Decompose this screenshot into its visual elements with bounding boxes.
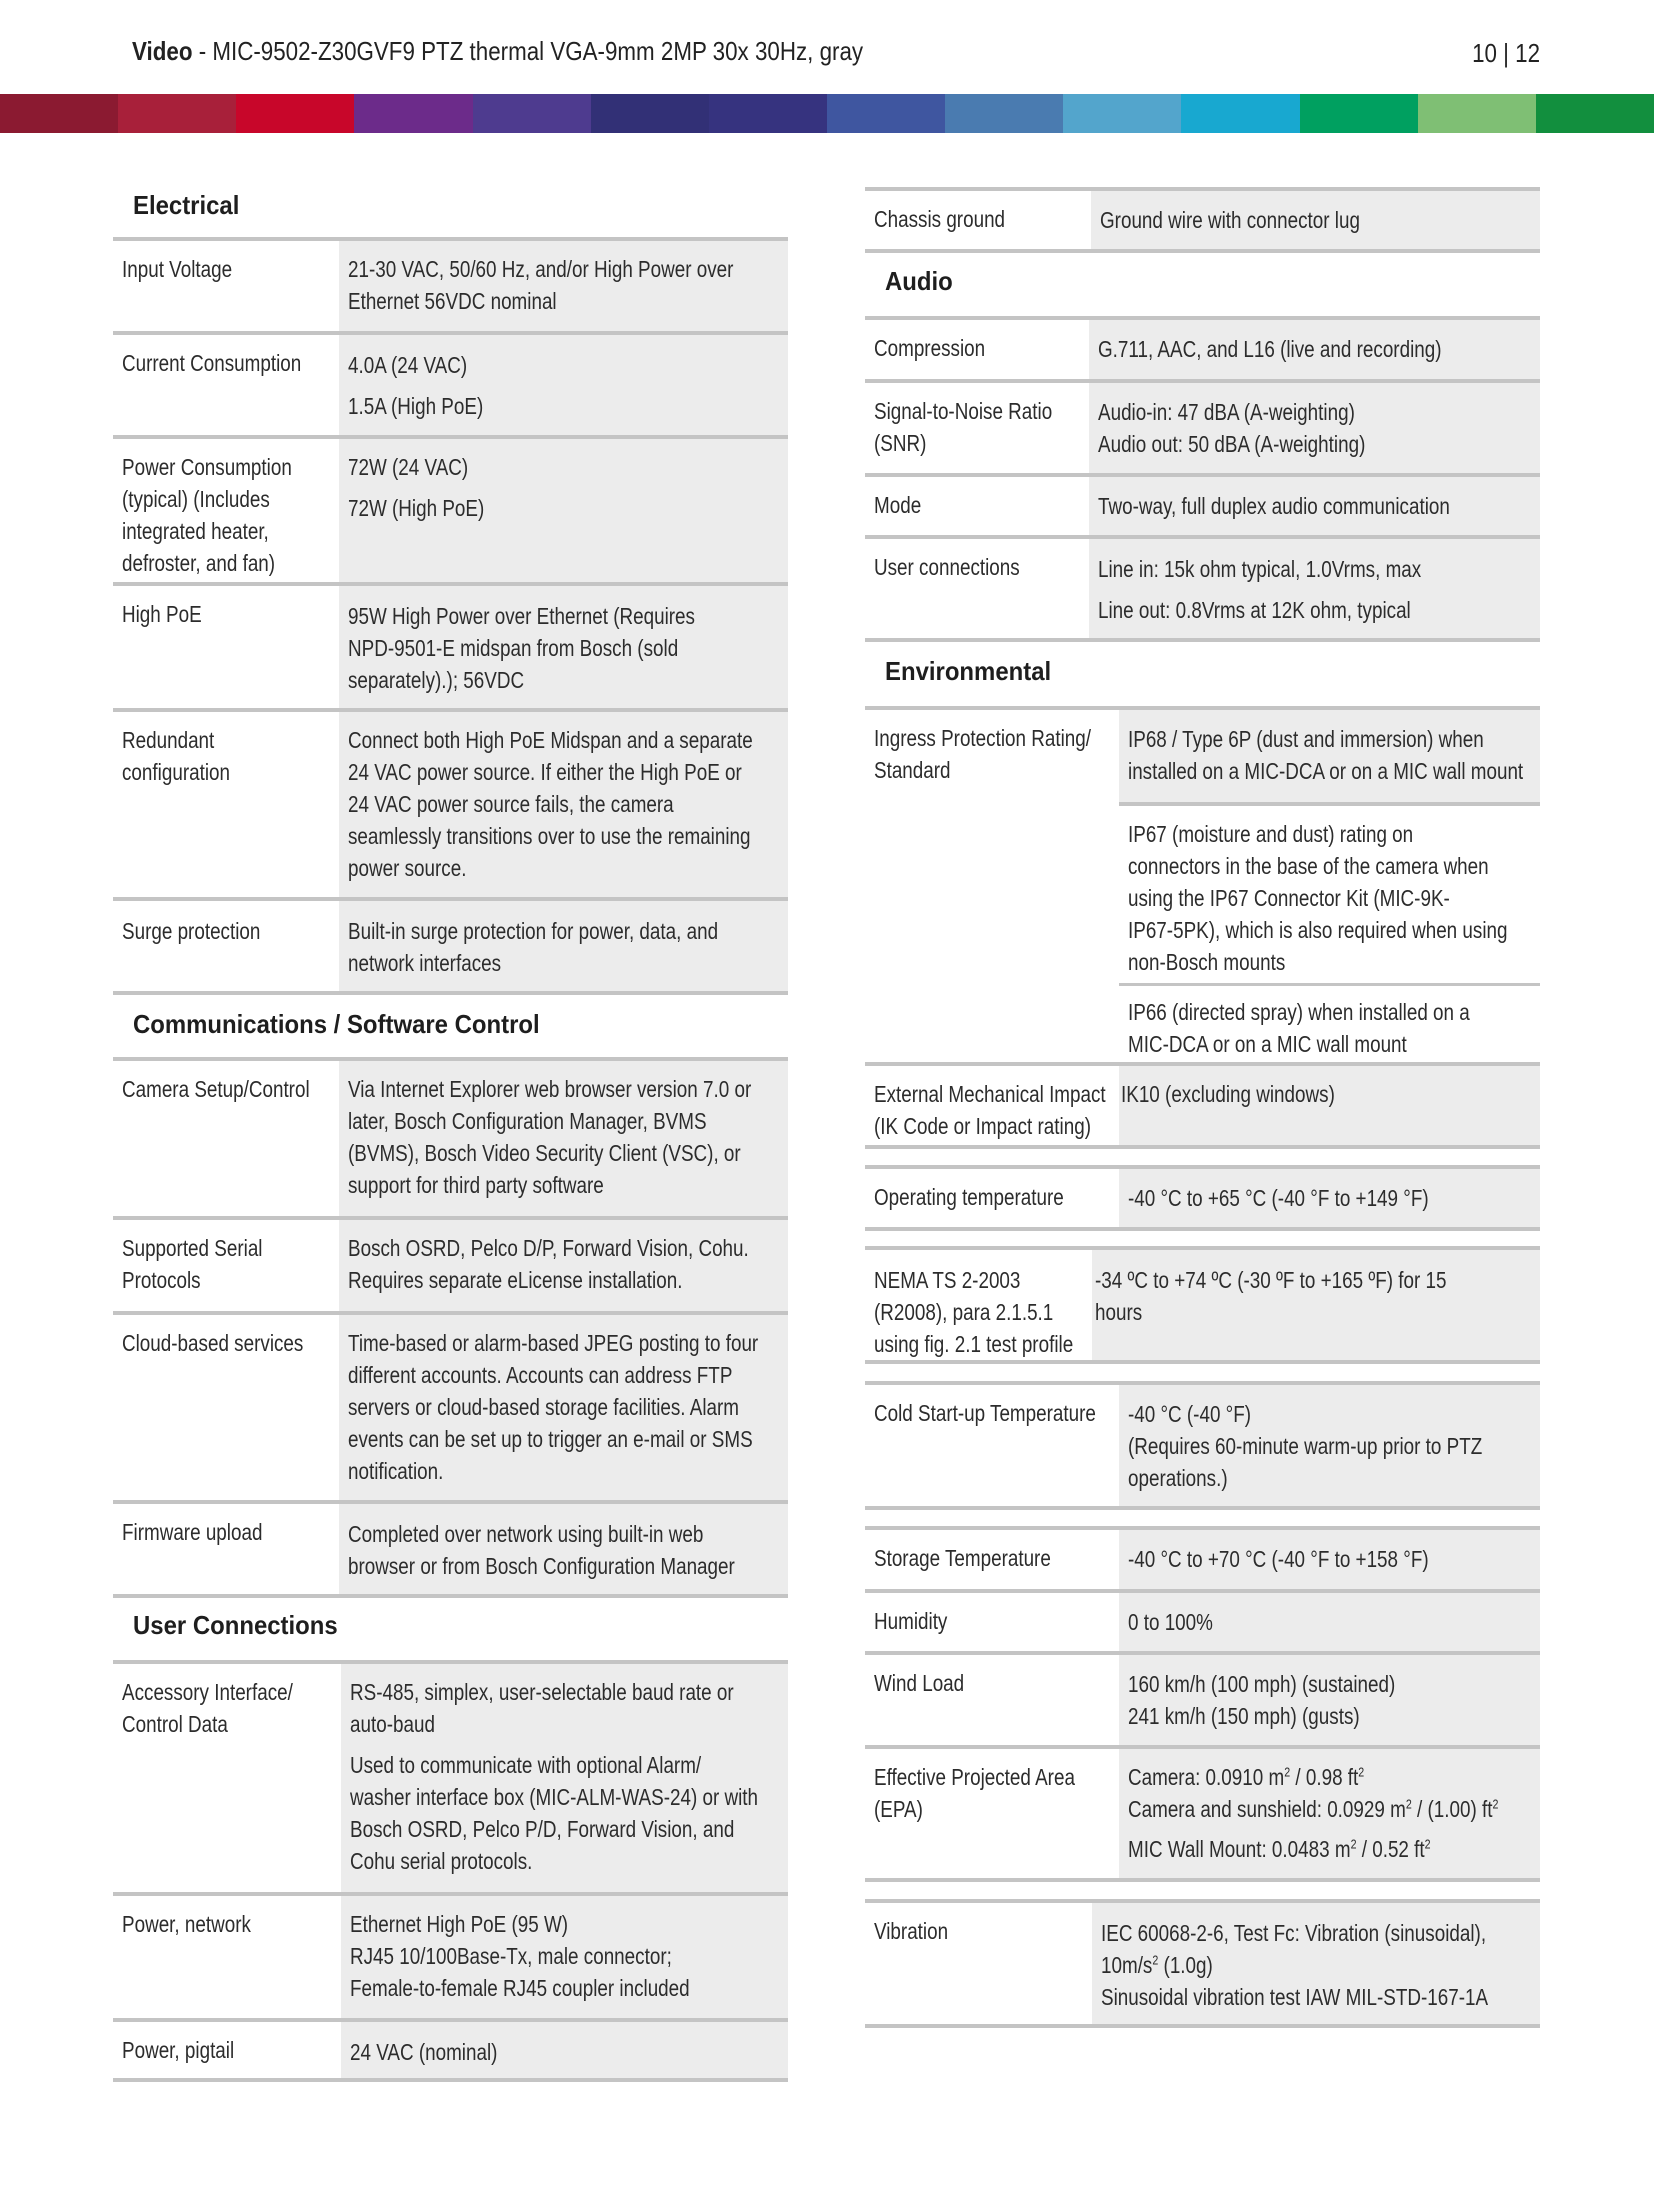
spec-label: Protocols [122,1267,201,1293]
color-band [1300,94,1418,133]
spec-value: notification. [348,1458,444,1484]
spec-value: auto-baud [350,1711,435,1737]
spec-label: integrated heater, [122,518,269,544]
spec-value: network interfaces [348,950,502,976]
spec-value: power source. [348,855,467,881]
spec-value: 24 VAC (nominal) [350,2039,498,2065]
spec-value: Connect both High PoE Midspan and a separate [348,727,753,753]
spec-value: IP68 / Type 6P (dust and immersion) when [1128,726,1484,752]
spec-row-compression [865,316,1540,381]
spec-label: Camera Setup/Control [122,1076,310,1102]
section-title-environmental: Environmental [885,656,1052,686]
color-band [1181,94,1299,133]
spec-row-high-poe [113,582,788,710]
spec-row-mode [865,473,1540,537]
color-band [1418,94,1536,133]
spec-value: Completed over network using built-in web [348,1521,704,1547]
spec-value: Cohu serial protocols. [350,1848,533,1874]
section-title-audio: Audio [885,266,953,296]
spec-label: Surge protection [122,918,261,944]
spec-label: High PoE [122,601,202,627]
section-title-user-connections: User Connections [133,1610,338,1640]
spec-value: 4.0A (24 VAC) [348,352,468,378]
brand-color-bar [0,94,1654,133]
color-band [827,94,945,133]
spec-value: non-Bosch mounts [1128,949,1286,975]
color-band [591,94,709,133]
spec-value: IP67-5PK), which is also required when using [1128,917,1508,943]
section-title-electrical: Electrical [133,190,240,220]
spec-row-snr [865,379,1540,475]
spec-label: Signal-to-Noise Ratio [874,398,1053,424]
spec-value: Via Internet Explorer web browser version 7.0 or [348,1076,752,1102]
spec-value: Line out: 0.8Vrms at 12K ohm, typical [1098,597,1411,623]
color-band [118,94,236,133]
spec-label: (typical) (Includes [122,486,270,512]
spec-label: defroster, and fan) [122,550,276,576]
spec-value: Ethernet 56VDC nominal [348,288,557,314]
spec-value: 0 to 100% [1128,1609,1213,1635]
spec-label: Control Data [122,1711,228,1737]
spec-row-operating-temperature [865,1165,1540,1231]
spec-row-accessory-interface [113,1660,788,1894]
spec-value: using the IP67 Connector Kit (MIC-9K- [1128,885,1450,911]
spec-label: Vibration [874,1918,949,1944]
spec-label: (SNR) [874,430,927,456]
spec-value: 72W (24 VAC) [348,454,469,480]
spec-label: Accessory Interface/ [122,1679,293,1705]
spec-value: servers or cloud-based storage facilities. Alarm [348,1394,739,1420]
spec-value: NPD-9501-E midspan from Bosch (sold [348,635,679,661]
spec-value: Audio-in: 47 dBA (A-weighting) [1098,399,1355,425]
spec-value: Bosch OSRD, Pelco P/D, Forward Vision, and [350,1816,735,1842]
spec-row-ingress-protection [865,706,1540,1064]
spec-value: MIC Wall Mount: 0.0483 $m^2 / 0.52$ $ft^2$ [1128,1836,1431,1862]
spec-value: IP67 (moisture and dust) rating on [1128,821,1414,847]
spec-value: seamlessly transitions over to use the remaining [348,823,751,849]
spec-value: Ethernet High PoE (95 W) [350,1911,569,1937]
spec-value: Line in: 15k ohm typical, 1.0Vrms, max [1098,556,1422,582]
spec-value: RJ45 10/100Base-Tx, male connector; [350,1943,672,1969]
document-title [132,36,863,67]
color-band [0,94,118,133]
spec-label: Ingress Protection Rating/ [874,725,1092,751]
spec-value: -34 ºC to +74 ºC (-30 ºF to +165 ºF) for 15 [1095,1267,1447,1293]
spec-value: hours [1095,1299,1143,1325]
spec-value: Audio out: 50 dBA (A-weighting) [1098,431,1366,457]
ip68-cell [1119,710,1540,802]
spec-row-cloud-services [113,1311,788,1502]
spec-row-power-consumption [113,435,788,584]
spec-value: 24 VAC power source fails, the camera [348,791,674,817]
spec-value: -40 °C to +70 °C (-40 °F to +158 °F) [1128,1546,1429,1572]
spec-value: Time-based or alarm-based JPEG posting to four [348,1330,759,1356]
spec-label: Cold Start-up Temperature [874,1400,1096,1426]
spec-row-chassis-ground [865,187,1540,253]
product-name: MIC-9502-Z30GVF9 PTZ thermal VGA-9mm 2MP 30x 30Hz, gray [212,36,864,66]
spec-label: Current Consumption [122,350,302,376]
spec-label: Wind Load [874,1670,965,1696]
spec-label: configuration [122,759,230,785]
spec-value: events can be set up to trigger an e-mail or SMS [348,1426,753,1452]
spec-label: (EPA) [874,1796,923,1822]
document-category: Video [132,36,193,66]
spec-value: separately).); 56VDC [348,667,525,693]
spec-label: Storage Temperature [874,1545,1051,1571]
spec-value: G.711, AAC, and L16 (live and recording) [1098,336,1442,362]
spec-row-current-consumption [113,331,788,437]
spec-row-redundant-configuration [113,708,788,899]
spec-label: Redundant [122,727,215,753]
sub-row-divider [1119,802,1540,806]
spec-row-power-pigtail [113,2018,788,2082]
spec-value: IP66 (directed spray) when installed on a [1128,999,1470,1025]
spec-value: browser or from Bosch Configuration Manager [348,1553,735,1579]
spec-value: 72W (High PoE) [348,495,485,521]
page-number: 10 | 12 [1472,38,1540,68]
spec-row-mechanical-impact [865,1062,1540,1149]
spec-label: NEMA TS 2-2003 [874,1267,1021,1293]
spec-value: IK10 (excluding windows) [1121,1081,1335,1107]
color-band [354,94,472,133]
spec-value: Ground wire with connector lug [1100,207,1360,233]
spec-value: -40 °C to +65 °C (-40 °F to +149 °F) [1128,1185,1429,1211]
spec-value: -40 °C (-40 °F) [1128,1401,1252,1427]
spec-label: Compression [874,335,986,361]
ingress-values [1119,710,1540,1064]
spec-label: (R2008), para 2.1.5.1 [874,1299,1054,1325]
color-band [236,94,354,133]
spec-label: Power Consumption [122,454,292,480]
spec-row-surge-protection [113,897,788,995]
spec-value: 21-30 VAC, 50/60 Hz, and/or High Power over [348,256,734,282]
spec-label: Chassis ground [874,206,1006,232]
spec-value: Bosch OSRD, Pelco D/P, Forward Vision, Cohu. [348,1235,749,1261]
spec-value: 160 km/h (100 mph) (sustained) [1128,1671,1396,1697]
spec-value: Female-to-female RJ45 coupler included [350,1975,690,2001]
spec-label: Firmware upload [122,1519,263,1545]
spec-value: installed on a MIC-DCA or on a MIC wall mount [1128,758,1524,784]
spec-value: Requires separate eLicense installation. [348,1267,683,1293]
spec-label: External Mechanical Impact [874,1081,1106,1107]
spec-value: 241 km/h (150 mph) (gusts) [1128,1703,1360,1729]
spec-value: Camera and sunshield: 0.0929 $m^2 / (1.00)$ $ft^2$ [1128,1796,1499,1822]
spec-value: 24 VAC power source. If either the High PoE or [348,759,742,785]
spec-value: MIC-DCA or on a MIC wall mount [1128,1031,1407,1057]
title-separator: - [192,36,213,66]
spec-label: Mode [874,492,922,518]
spec-row-epa [865,1745,1540,1882]
spec-label: Standard [874,757,951,783]
color-band [1063,94,1181,133]
color-band [709,94,827,133]
spec-row-power-network [113,1892,788,2020]
spec-label: Input Voltage [122,256,233,282]
color-band [473,94,591,133]
spec-label: using fig. 2.1 test profile [874,1331,1074,1357]
spec-value: RS-485, simplex, user-selectable baud rate or [350,1679,734,1705]
spec-label: User connections [874,554,1020,580]
spec-value: 95W High Power over Ethernet (Requires [348,603,695,629]
sub-row-divider [1119,983,1540,986]
spec-row-cold-startup [865,1381,1540,1510]
spec-label: Power, network [122,1911,251,1937]
spec-row-audio-user-connections [865,535,1540,642]
spec-value: Camera: 0.0910 $m^2 / 0.98$ $ft^2$ [1128,1764,1365,1790]
spec-value: Two-way, full duplex audio communication [1098,493,1450,519]
spec-label: Power, pigtail [122,2037,235,2063]
section-title-communications: Communications / Software Control [133,1009,540,1039]
spec-value: support for third party software [348,1172,604,1198]
spec-value: $10m/s^2$ (1.0g) [1101,1952,1213,1978]
spec-row-humidity [865,1589,1540,1653]
spec-label: Humidity [874,1608,948,1634]
color-band [1536,94,1654,133]
spec-value: 1.5A (High PoE) [348,393,484,419]
spec-label: Supported Serial [122,1235,263,1261]
spec-value: operations.) [1128,1465,1228,1491]
spec-label: Operating temperature [874,1184,1064,1210]
spec-row-storage-temperature [865,1526,1540,1591]
spec-row-camera-setup [113,1057,788,1218]
spec-row-wind-load [865,1651,1540,1747]
spec-value: (Requires 60-minute warm-up prior to PTZ [1128,1433,1483,1459]
color-band [945,94,1063,133]
spec-row-vibration [865,1899,1540,2028]
spec-row-nema [865,1246,1540,1364]
spec-value: connectors in the base of the camera when [1128,853,1489,879]
spec-label: Cloud-based services [122,1330,304,1356]
spec-value: washer interface box (MIC-ALM-WAS-24) or with [350,1784,759,1810]
spec-value: later, Bosch Configuration Manager, BVMS [348,1108,707,1134]
spec-value: (BVMS), Bosch Video Security Client (VSC), or [348,1140,741,1166]
spec-label: (IK Code or Impact rating) [874,1113,1091,1139]
spec-value: IEC 60068-2-6, Test Fc: Vibration (sinusoidal), [1101,1920,1487,1946]
spec-value: different accounts. Accounts can address FTP [348,1362,733,1388]
spec-value: Built-in surge protection for power, data, and [348,918,719,944]
spec-label: Effective Projected Area [874,1764,1075,1790]
spec-value: Sinusoidal vibration test IAW MIL-STD-167-1A [1101,1984,1489,2010]
spec-row-input-voltage [113,237,788,333]
spec-row-firmware-upload [113,1500,788,1598]
spec-value: Used to communicate with optional Alarm/ [350,1752,702,1778]
spec-row-serial-protocols [113,1216,788,1313]
